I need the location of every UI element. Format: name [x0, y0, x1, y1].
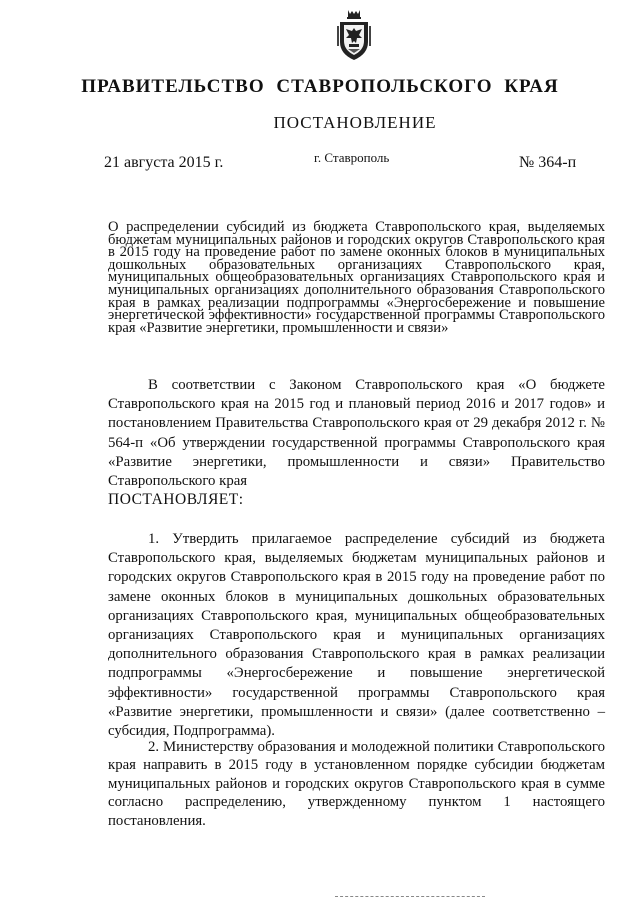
document-date: 21 августа 2015 г.: [104, 154, 224, 171]
document-number: № 364-п: [519, 154, 577, 171]
preamble-paragraph: В соответствии с Законом Ставропольского края «О бюджете Ставропольского края на 2015 год и плановый период 2016 и 2017 годов» и постановлением Правительства Ставропольского края от 29 декабря 2012 г. № 564-п «Об утверждении государственной программы Ставропольского края «Развитие энергетики, промышленности и связи» Правительство Ставропольского края: [108, 377, 605, 490]
document-city: г. Ставрополь: [314, 150, 390, 165]
coat-of-arms-icon: [335, 8, 373, 64]
government-title: ПРАВИТЕЛЬСТВО СТАВРОПОЛЬСКОГО КРАЯ: [81, 76, 559, 97]
document-subject: О распределении субсидий из бюджета Ставропольского края, выделяемых бюджетам муниципальных районов и городских округов Ставропольского края в 2015 году на проведение работ по замене оконных блоков в муниципальных дошкольных образовательных организациях Ставропольского края, муниципальных общеобразовательных организациях Ставропольского края и муниципальных организациях дополнительного образования Ставропольского края в рамках реализации подпрограммы «Энергосбережение и повышение энергетической эффективности» государственной программы Ставропольского края «Развитие энергетики, промышленности и связи»: [108, 219, 605, 336]
document-type: ПОСТАНОВЛЕНИЕ: [273, 113, 437, 132]
resolves-heading: ПОСТАНОВЛЯЕТ:: [108, 491, 244, 508]
item-2-paragraph: 2. Министерству образования и молодежной политики Ставропольского края направить в 2015 году в установленном порядке субсидии бюджетам муниципальных районов и городских округов Ставропольского края в сумме согласно распределению, утвержденному пунктом 1 настоящего постановления.: [108, 739, 605, 829]
item-1-paragraph: 1. Утвердить прилагаемое распределение субсидий из бюджета Ставропольского края, выделяемых бюджетам муниципальных районов и городских округов Ставропольского края в 2015 году на проведение работ по замене оконных блоков в муниципальных дошкольных образовательных организациях Ставропольского края, муниципальных общеобразовательных организациях Ставропольского края и муниципальных организациях дополнительного образования Ставропольского края в рамках реализации подпрограммы «Энергосбережение и повышение энергетической эффективности» государственной программы Ставропольского края «Развитие энергетики, промышленности и связи» (далее соответственно – субсидия, Подпрограмма).: [108, 531, 605, 740]
page-bottom-divider: [335, 896, 485, 897]
